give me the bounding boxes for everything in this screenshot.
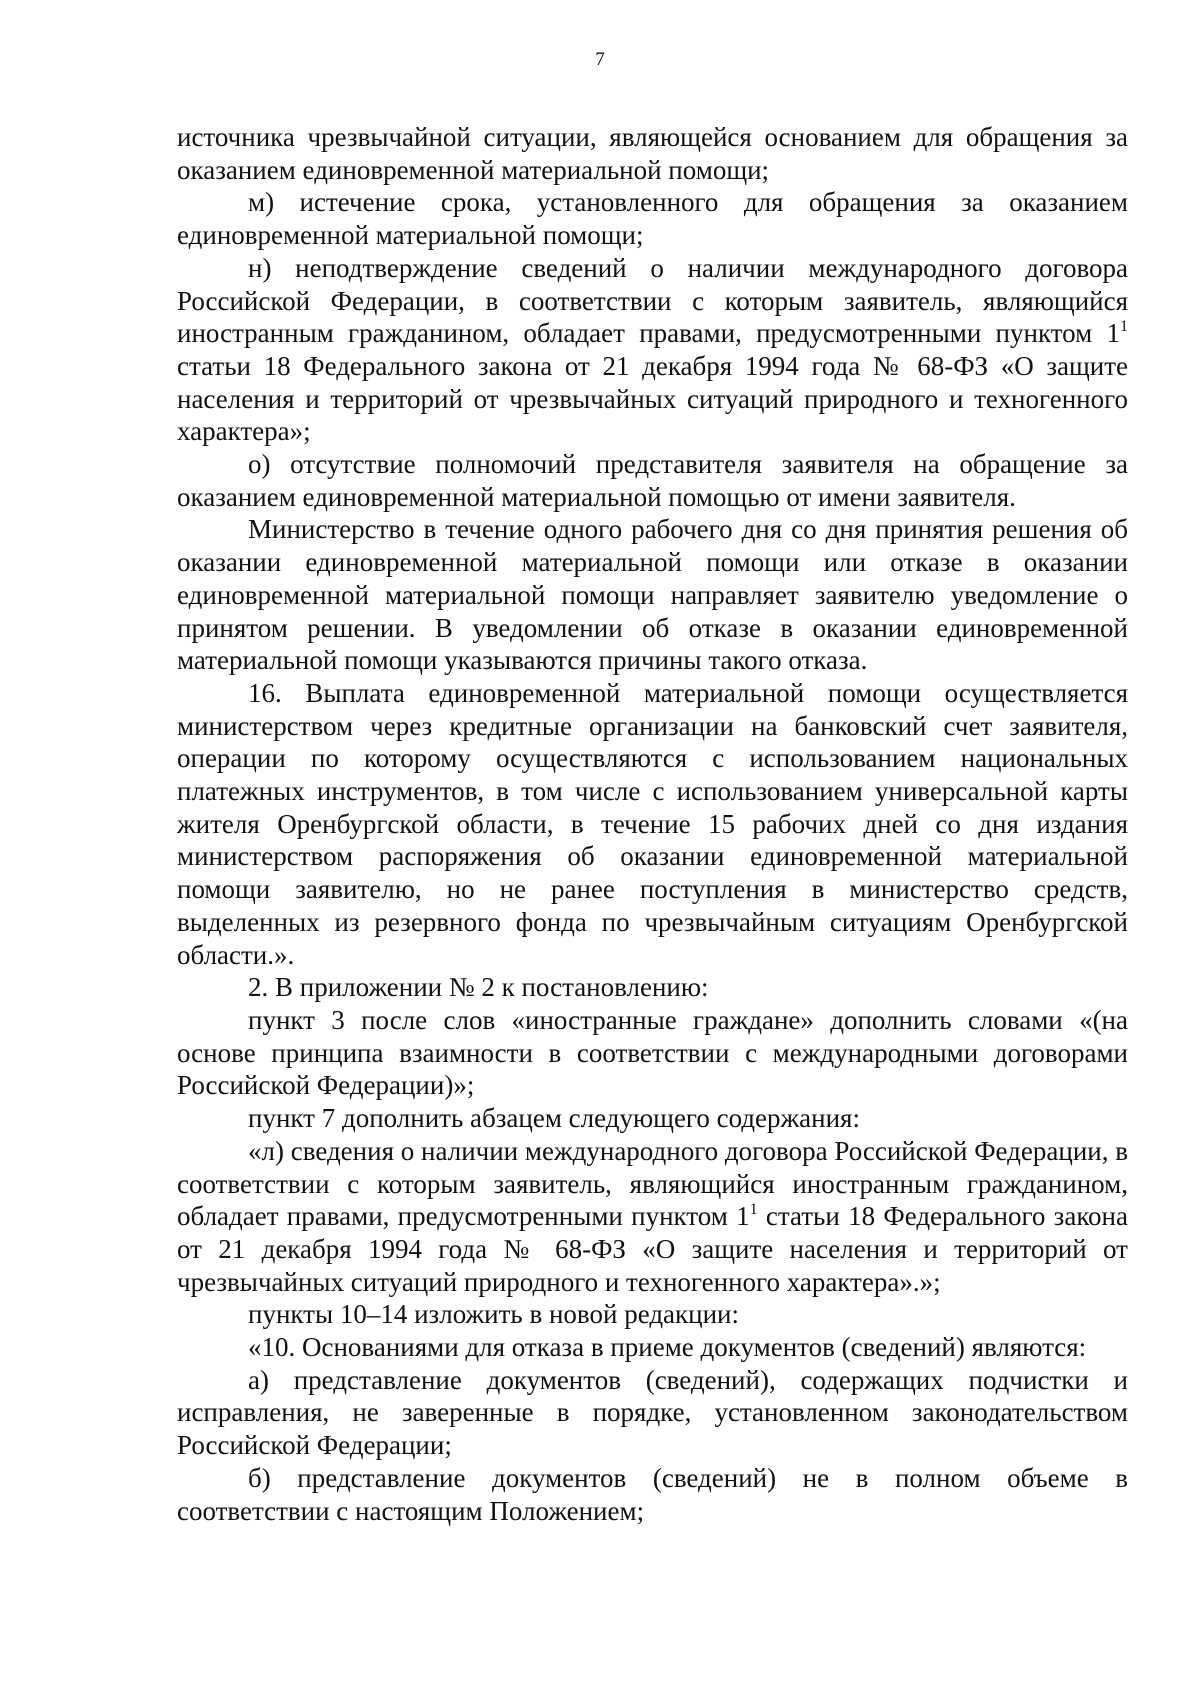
text-run: 16. Выплата единовременной материальной помощи осуществляется министерством через кредитные организации на банковский счет заявителя, операции по которому осуществляются с использованием национальных платежных инструментов, в том числе с использованием универсальной карты жителя Оренбургской области, в течение 15 рабочих дней со дня издания министерством распоряжения об оказании единовременной материальной помощи заявителю, но не ранее поступления в министерство средств, выделенных из резервного фонда по чрезвычайным ситуациям Оренбургской области.». [177, 677, 1128, 970]
text-run: о) отсутствие полномочий представителя заявителя на обращение за оказанием единовременной материальной помощью от имени заявителя. [177, 449, 1128, 512]
superscript: 1 [1120, 318, 1128, 336]
text-run: пункты 10–14 изложить в новой редакции: [248, 1299, 740, 1330]
text-run: статьи 18 Федерального закона от 21 декабря 1994 года № 68-ФЗ «О защите населения и территорий от чрезвычайных ситуаций природного и техногенного характера».»; [177, 1201, 1128, 1297]
paragraph-p1 [177, 186, 1128, 251]
paragraph-p2 [177, 252, 1128, 448]
paragraph-p7 [177, 1004, 1128, 1102]
paragraph-p3 [177, 448, 1128, 513]
paragraph-p5 [177, 677, 1128, 971]
page-number: 7 [595, 49, 605, 70]
paragraph-p4 [177, 513, 1128, 677]
text-run: пункт 3 после слов «иностранные граждане» дополнить словами «(на основе принципа взаимности в соответствии с международными договорами Российской Федерации)»; [177, 1004, 1128, 1101]
superscript: 1 [749, 1201, 758, 1219]
paragraph-p6 [177, 971, 1128, 1004]
paragraph-p9 [177, 1135, 1128, 1299]
text-run: а) представление документов (сведений), содержащих подчистки и исправления, не заверенные в порядке, установленном законодательством Российской Федерации; [177, 1364, 1128, 1461]
paragraph-p10 [177, 1298, 1128, 1331]
text-run: Министерство в течение одного рабочего дня со дня принятия решения об оказании единовременной материальной помощи или отказе в оказании единовременной материальной помощи направляет заявителю уведомление о принятом решении. В уведомлении об отказе в оказании единовременной материальной помощи указываются причины такого отказа. [177, 514, 1128, 676]
paragraph-p8 [177, 1102, 1128, 1135]
text-run: б) представление документов (сведений) не в полном объеме в соответствии с настоящим Положением; [177, 1462, 1128, 1526]
paragraph-p11 [177, 1331, 1128, 1364]
paragraph-p12 [177, 1364, 1128, 1462]
text-run: источника чрезвычайной ситуации, являющейся основанием для обращения за оказанием единовременной материальной помощи; [177, 122, 1128, 185]
text-run: м) истечение срока, установленного для обращения за оказанием единовременной материальной помощи; [177, 187, 1128, 251]
text-run: н) неподтверждение сведений о наличии международного договора Российской Федерации, в соответствии с которым заявитель, являющийся иностранным гражданином, обладает правами, предусмотренными пунктом 1 [177, 252, 1128, 349]
text-run: «л) сведения о наличии международного договора Российской Федерации, в соответствии с которым заявитель, являющийся иностранным гражданином, обладает правами, предусмотренными пунктом 1 [177, 1135, 1128, 1232]
document-body [177, 121, 1128, 1527]
paragraph-p13 [177, 1462, 1128, 1527]
paragraph-p0 [177, 121, 1128, 186]
text-run: статьи 18 Федерального закона от 21 декабря 1994 года № 68-ФЗ «О защите населения и территорий от чрезвычайных ситуаций природного и техногенного характера»; [177, 350, 1128, 447]
text-run: 2. В приложении № 2 к постановлению: [248, 972, 709, 1003]
text-run: «10. Основаниями для отказа в приеме документов (сведений) являются: [248, 1332, 1087, 1363]
text-run: пункт 7 дополнить абзацем следующего содержания: [248, 1103, 860, 1134]
